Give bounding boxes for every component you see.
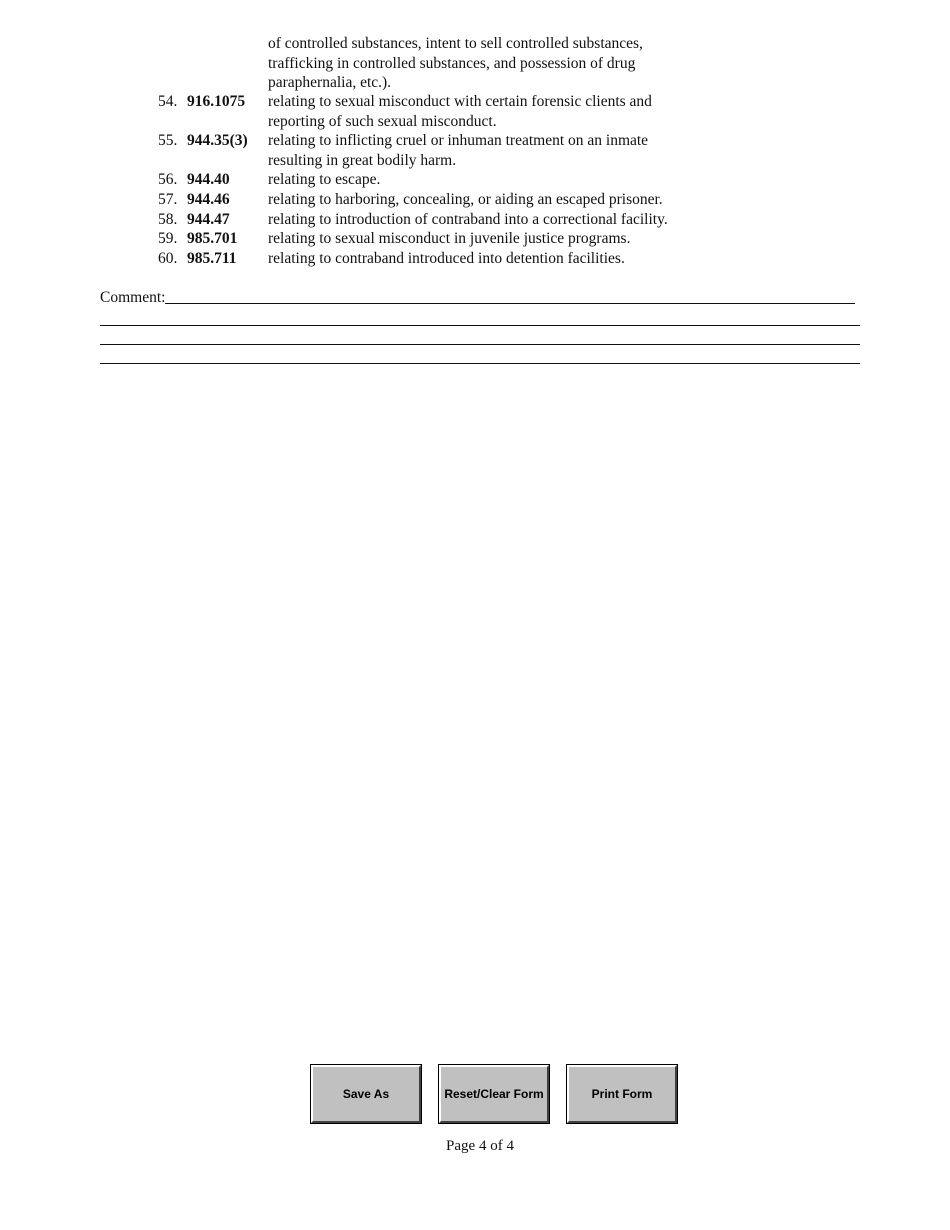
comment-underline[interactable] <box>100 307 860 326</box>
reset-clear-form-button[interactable]: Reset/Clear Form <box>439 1065 549 1123</box>
comment-underline[interactable] <box>100 326 860 345</box>
statute-item <box>158 170 858 190</box>
statute-description <box>268 190 728 210</box>
statute-description-line: relating to inflicting cruel or inhuman treatment on an inmate <box>268 132 649 150</box>
continuation-line: of controlled substances, intent to sell controlled substances, <box>268 35 643 52</box>
statute-number: 57. <box>158 190 178 208</box>
comment-first-line[interactable] <box>100 288 860 307</box>
comment-field[interactable] <box>100 288 860 364</box>
statute-description <box>268 249 728 269</box>
statute-description-line: reporting of such sexual misconduct. <box>268 112 497 130</box>
statute-description-line: relating to escape. <box>268 171 381 189</box>
statute-description <box>268 131 728 170</box>
statute-item <box>158 249 858 269</box>
statute-description-line: relating to introduction of contraband into a correctional facility. <box>268 210 668 228</box>
statute-number: 60. <box>158 249 178 267</box>
form-button-bar <box>311 1065 695 1123</box>
statute-description <box>268 210 728 230</box>
statute-description-line: relating to sexual misconduct with certain forensic clients and <box>268 93 652 110</box>
save-as-button[interactable]: Save As <box>311 1065 421 1123</box>
statute-description-line: relating to sexual misconduct in juvenile justice programs. <box>268 230 631 248</box>
statute-code: 985.711 <box>187 249 237 267</box>
statute-code: 985.701 <box>187 230 238 248</box>
continuation-text <box>268 34 748 93</box>
statute-item <box>158 190 858 210</box>
statute-code: 944.46 <box>187 190 230 208</box>
comment-underline[interactable] <box>165 289 855 304</box>
continuation-line: trafficking in controlled substances, and possession of drug <box>268 54 636 72</box>
statute-number: 55. <box>158 132 178 150</box>
statute-number: 54. <box>158 93 178 110</box>
comment-label: Comment: <box>100 289 166 306</box>
statute-code: 944.35(3) <box>187 132 248 150</box>
statute-number: 59. <box>158 230 178 248</box>
statute-description-line: relating to contraband introduced into detention facilities. <box>268 249 625 267</box>
statute-code: 944.40 <box>187 171 230 189</box>
statute-item <box>158 92 858 131</box>
statute-item <box>158 210 858 230</box>
statute-number: 58. <box>158 210 178 228</box>
continuation-line: paraphernalia, etc.). <box>268 74 392 92</box>
statute-description <box>268 229 728 249</box>
statute-description-line: resulting in great bodily harm. <box>268 151 457 169</box>
statute-description <box>268 170 728 190</box>
comment-underline[interactable] <box>100 345 860 364</box>
print-form-button[interactable]: Print Form <box>567 1065 677 1123</box>
statute-item <box>158 229 858 249</box>
statute-code: 916.1075 <box>187 93 246 110</box>
page-number: Page 4 of 4 <box>446 1138 514 1154</box>
statute-item <box>158 131 858 170</box>
statute-list <box>158 92 858 268</box>
statute-description-line: relating to harboring, concealing, or aiding an escaped prisoner. <box>268 190 663 208</box>
statute-code: 944.47 <box>187 210 230 228</box>
statute-number: 56. <box>158 171 178 189</box>
statute-description <box>268 92 728 131</box>
